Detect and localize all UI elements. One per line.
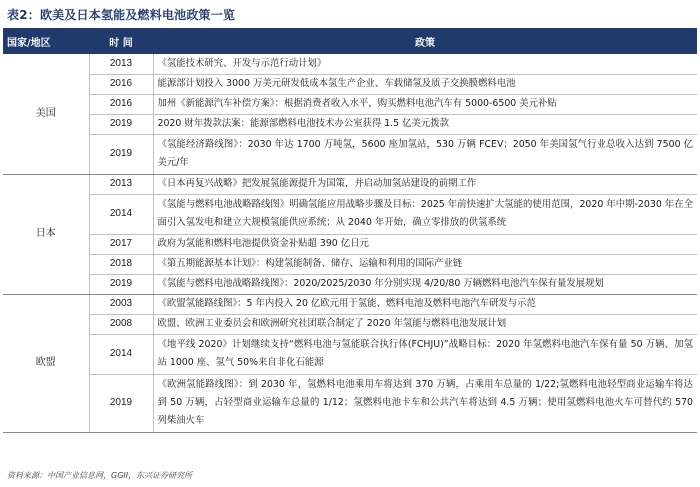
table-row xyxy=(3,254,697,274)
table-row xyxy=(3,294,697,314)
table-title: 表2：欧美及日本氢能及燃料电池政策一览 xyxy=(7,8,236,22)
policy-cell: 《氢能经济路线图》：2030 年达 1700 万吨氢，5600 座加氢站，530 万辆 FCEV；2050 年美国氢气行业总收入达到 7500 亿美元/年 xyxy=(153,134,697,174)
table-row xyxy=(3,334,697,374)
group-eu xyxy=(3,294,697,432)
policy-cell: 《氢能与燃料电池战略路线图》：2020/2025/2030 年分别实现 4/20/80 万辆燃料电池汽车保有量发展规划 xyxy=(153,274,697,294)
table-row xyxy=(3,54,697,74)
policy-cell: 《第五期能源基本计划》：构建氢能制备、储存、运输和利用的国际产业链 xyxy=(153,254,697,274)
table-row xyxy=(3,234,697,254)
year-cell: 2013 xyxy=(89,174,153,194)
header-region: 国家/地区 xyxy=(3,28,89,54)
region-cell: 美国 xyxy=(3,54,89,174)
policy-cell: 《地平线 2020》计划继续支持“燃料电池与氢能联合执行体(FCHJU)”战略目标：2020 年氢燃料电池汽车保有量 50 万辆、加氢站 1000 座、氢气 50%来自非化石能源 xyxy=(153,334,697,374)
year-cell: 2017 xyxy=(89,234,153,254)
policy-cell: 《日本再复兴战略》把发展氢能源提升为国策，并启动加氢站建设的前期工作 xyxy=(153,174,697,194)
table-header-row xyxy=(3,28,697,54)
table-row xyxy=(3,134,697,174)
table-row xyxy=(3,314,697,334)
region-cell: 日本 xyxy=(3,174,89,294)
policy-cell: 2020 财年拨款法案：能源部燃料电池技术办公室获得 1.5 亿美元拨款 xyxy=(153,114,697,134)
year-cell: 2019 xyxy=(89,134,153,174)
source-note: 资料来源：中国产业信息网，GGII，东兴证券研究所 xyxy=(7,471,193,480)
table-row xyxy=(3,94,697,114)
policy-cell: 政府为氢能和燃料电池提供资金补贴超 390 亿日元 xyxy=(153,234,697,254)
year-cell: 2008 xyxy=(89,314,153,334)
year-cell: 2014 xyxy=(89,334,153,374)
year-cell: 2016 xyxy=(89,94,153,114)
year-cell: 2016 xyxy=(89,74,153,94)
policy-cell: 《氢能技术研究、开发与示范行动计划》 xyxy=(153,54,697,74)
policy-cell: 加州《新能源汽车补偿方案》：根据消费者收入水平，购买燃料电池汽车有 5000-6500 美元补贴 xyxy=(153,94,697,114)
header-policy: 政策 xyxy=(153,28,697,54)
header-time: 时 间 xyxy=(89,28,153,54)
policy-cell: 《欧盟氢能路线图》：5 年内投入 20 亿欧元用于氢能、燃料电池及燃料电池汽车研发与示范 xyxy=(153,294,697,314)
year-cell: 2003 xyxy=(89,294,153,314)
policy-cell: 能源部计划投入 3000 万美元研发低成本氢生产企业、车载储氢及质子交换膜燃料电池 xyxy=(153,74,697,94)
policy-cell: 欧盟、欧洲工业委员会和欧洲研究社团联合制定了 2020 年氢能与燃料电池发展计划 xyxy=(153,314,697,334)
year-cell: 2019 xyxy=(89,274,153,294)
policy-cell: 《欧洲氢能路线图》：到 2030 年，氢燃料电池乘用车将达到 370 万辆，占乘用车总量的 1/22;氢燃料电池轻型商业运输车将达到 50 万辆，占轻型商业运输车总量的 1/12；氢燃料电池卡车和公共汽车将达到 4.5 万辆；使用氢燃料电池火车可替代约 570 列柴油火车 xyxy=(153,374,697,432)
year-cell: 2019 xyxy=(89,114,153,134)
group-usa xyxy=(3,54,697,174)
policy-table xyxy=(3,28,697,433)
table-row xyxy=(3,194,697,234)
table-row xyxy=(3,74,697,94)
year-cell: 2014 xyxy=(89,194,153,234)
table-row xyxy=(3,114,697,134)
region-cell: 欧盟 xyxy=(3,294,89,432)
year-cell: 2013 xyxy=(89,54,153,74)
policy-cell: 《氢能与燃料电池战略路线图》明确氢能应用战略步骤及目标：2025 年前快速扩大氢能的使用范围，2020 年中期-2030 年在全面引入氢发电和建立大规模氢能供应系统；从 2040 年开始，确立零排放的供氢系统 xyxy=(153,194,697,234)
group-japan xyxy=(3,174,697,294)
year-cell: 2019 xyxy=(89,374,153,432)
table-row xyxy=(3,174,697,194)
table-row xyxy=(3,274,697,294)
year-cell: 2018 xyxy=(89,254,153,274)
table-row xyxy=(3,374,697,432)
